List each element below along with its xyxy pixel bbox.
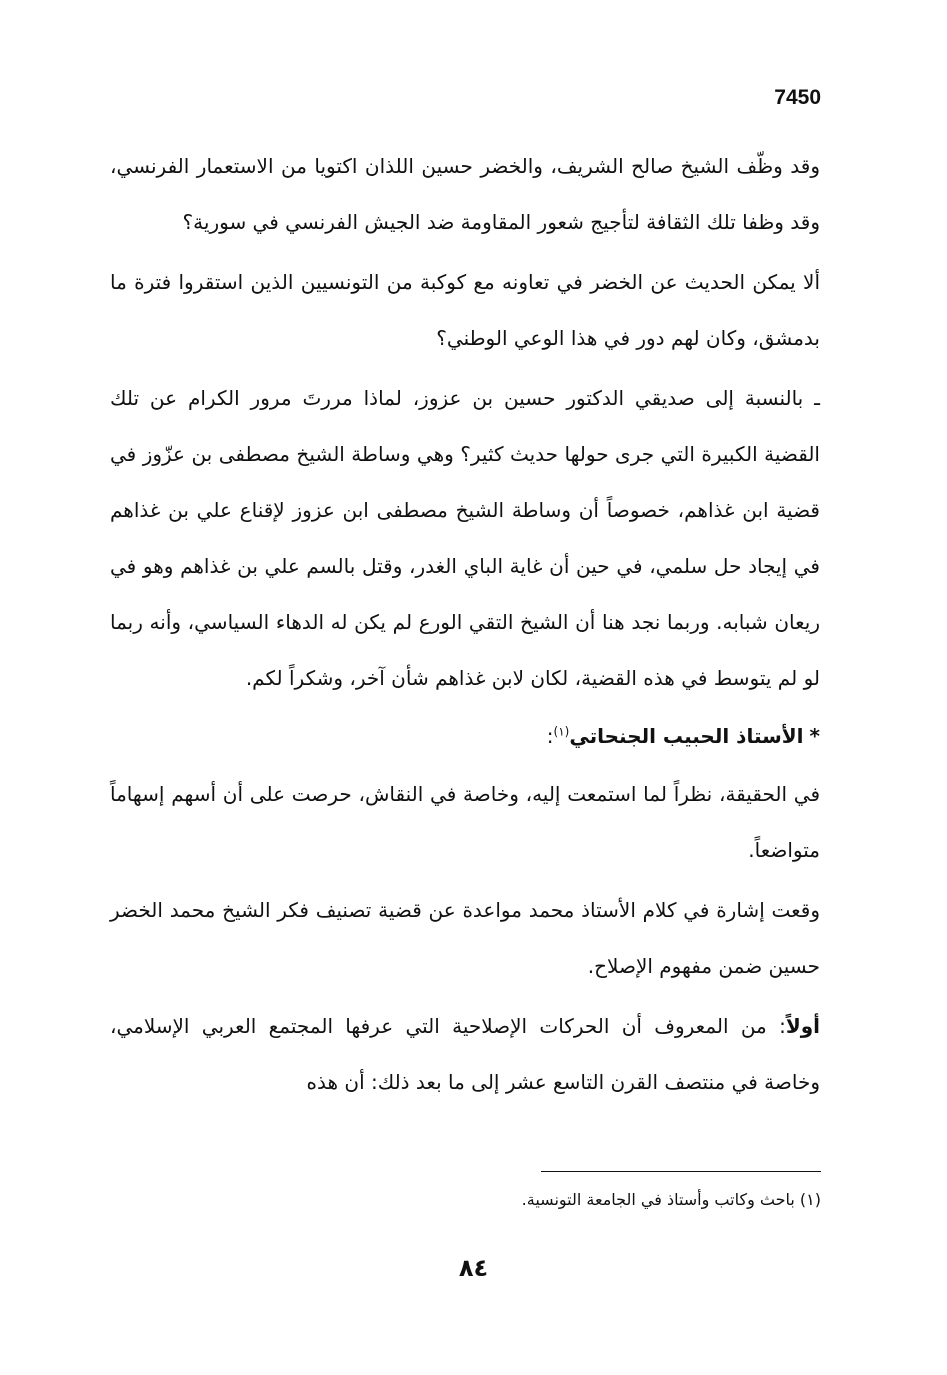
footnote-divider [541, 1171, 821, 1172]
paragraph-3: ـ بالنسبة إلى صديقي الدكتور حسين بن عزوز، لماذا مررتَ مرور الكرام عن تلك القضية الكبيرة التي جرى حولها حديث كثير؟ وهي وساطة الشيخ مصطفى بن عزّوز في قضية ابن غذاهم، خصوصاً أن وساطة الشيخ مصطفى ابن عزوز لإقناع علي بن غذاهم في إيجاد حل سلمي، في حين أن غاية الباي الغدر، وقتل بالسم علي بن غذاهم وهو في ريعان شبابه. وربما نجد هنا أن الشيخ التقي الورع لم يكن له الدهاء السياسي، وأنه ربما لو لم يتوسط في هذه القضية، لكان لابن غذاهم شأن آخر، وشكراً لكم. [110, 386, 820, 690]
paragraph-2: ألا يمكن الحديث عن الخضر في تعاونه مع كوكبة من التونسيين الذين استقروا فترة ما بدمشق، وكان لهم دور في هذا الوعي الوطني؟ [110, 270, 820, 350]
footnote-reference: (١) [553, 724, 570, 739]
speaker-heading [110, 708, 820, 764]
reference-number: 7450 [774, 86, 821, 109]
paragraph-6-lead: أولاً [785, 1014, 820, 1038]
star-marker: * [809, 724, 820, 748]
page-number: ٨٤ [458, 1254, 489, 1282]
paragraph-4: في الحقيقة، نظراً لما استمعت إليه، وخاصة في النقاش، حرصت على أن أسهم إسهاماً متواضعاً. [110, 782, 820, 862]
speaker-colon: : [546, 724, 554, 748]
body-text [110, 138, 820, 1114]
paragraph-5: وقعت إشارة في كلام الأستاذ محمد مواعدة عن قضية تصنيف فكر الشيخ محمد الخضر حسين ضمن مفهوم الإصلاح. [110, 898, 820, 978]
paragraph-6 [110, 998, 820, 1110]
footnote: (١) باحث وكاتب وأستاذ في الجامعة التونسية. [521, 1190, 821, 1209]
paragraph-1: وقد وظّف الشيخ صالح الشريف، والخضر حسين اللذان اكتويا من الاستعمار الفرنسي، وقد وظفا تلك الثقافة لتأجيج شعور المقاومة ضد الجيش الفرنسي في سورية؟ [110, 154, 820, 234]
paragraph-6-text: : من المعروف أن الحركات الإصلاحية التي عرفها المجتمع العربي الإسلامي، وخاصة في منتصف القرن التاسع عشر إلى ما بعد ذلك: أن هذه [110, 1014, 820, 1094]
speaker-name: الأستاذ الحبيب الجنحاتي [569, 724, 804, 748]
